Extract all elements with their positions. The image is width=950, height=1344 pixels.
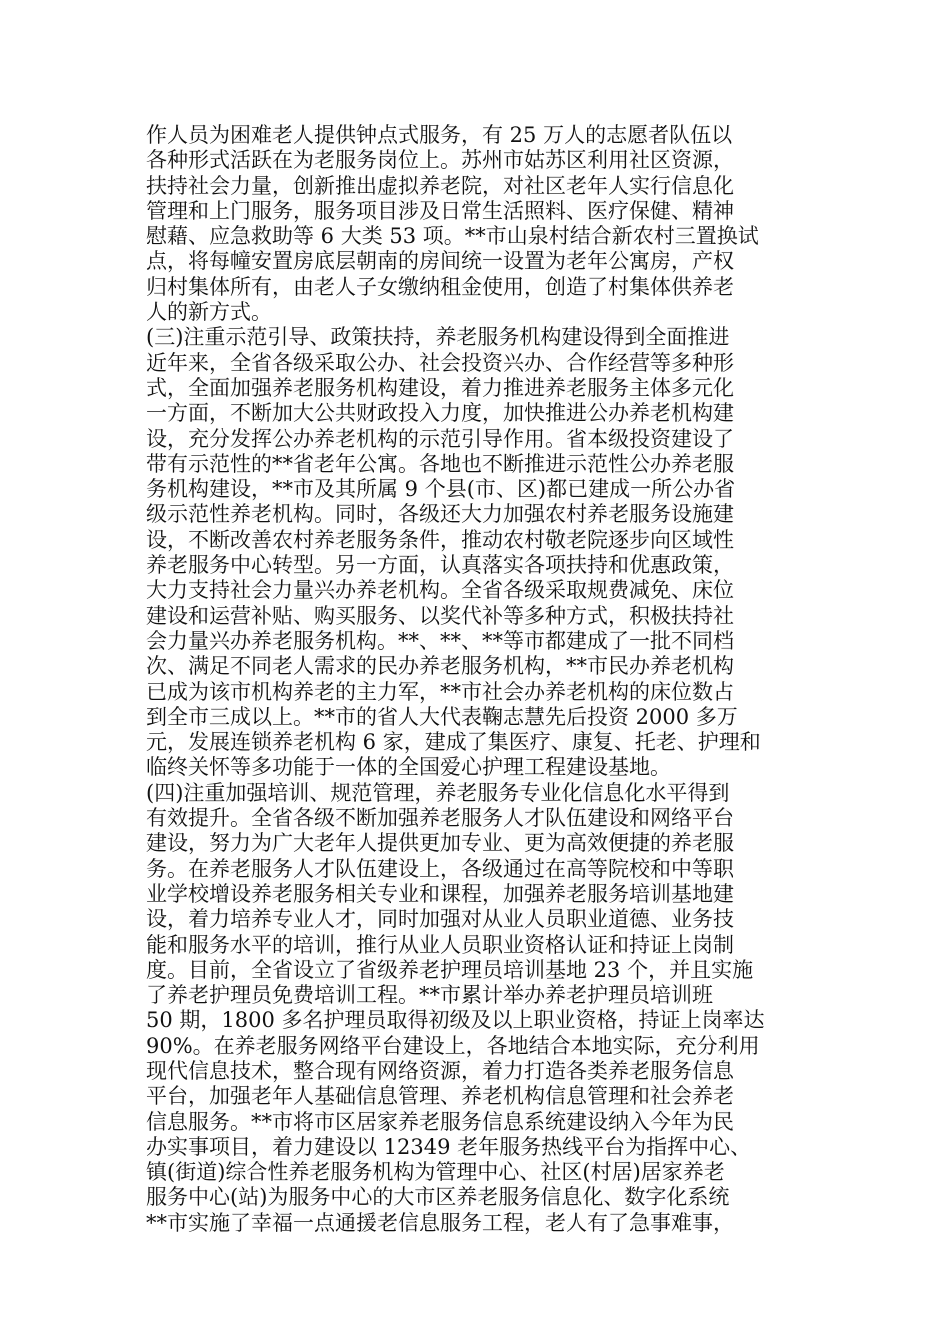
text-line: 作人员为困难老人提供钟点式服务，有 25 万人的志愿者队伍以	[146, 123, 733, 147]
text-line: 现代信息技术，整合现有网络资源，着力打造各类养老服务信息	[146, 1058, 734, 1083]
text-line: 服务中心(站)为服务中心的大市区养老服务信息化、数字化系统	[146, 1185, 730, 1210]
text-line: 务。在养老服务人才队伍建设上，各级通过在高等院校和中等职	[146, 856, 734, 881]
text-line: 已成为该市机构养老的主力军，**市社会办养老机构的床位数占	[146, 679, 734, 704]
section-heading-4: (四)注重加强培训、规范管理，养老服务专业化信息化水平得到	[146, 780, 730, 805]
text-line: 能和服务水平的培训，推行从业人员职业资格认证和持证上岗制	[146, 932, 734, 957]
text-line: 管理和上门服务，服务项目涉及日常生活照料、医疗保健、精神	[146, 198, 734, 223]
text-line: 点，将每幢安置房底层朝南的房间统一设置为老年公寓房，产权	[146, 249, 734, 274]
text-line: 50 期，1800 多名护理员取得初级及以上职业资格，持证上岗率达	[146, 1008, 765, 1033]
text-line: 带有示范性的**省老年公寓。各地也不断推进示范性公办养老服	[146, 451, 734, 476]
text-line: 度。目前，全省设立了省级养老护理员培训基地 23 个，并且实施	[146, 957, 754, 982]
text-line: 平台，加强老年人基础信息管理、养老机构信息管理和社会养老	[146, 1084, 734, 1109]
text-line: 了养老护理员免费培训工程。**市累计举办养老护理员培训班	[146, 983, 713, 1008]
text-line: 各种形式活跃在为老服务岗位上。苏州市姑苏区利用社区资源，	[146, 148, 734, 173]
document-body-text	[146, 123, 816, 1236]
text-line: 办实事项目，着力建设以 12349 老年服务热线平台为指挥中心、	[146, 1134, 752, 1159]
text-line: 设，充分发挥公办养老机构的示范引导作用。省本级投资建设了	[146, 426, 734, 451]
text-line: 有效提升。全省各级不断加强养老服务人才队伍建设和网络平台	[146, 806, 734, 831]
text-line: 式，全面加强养老服务机构建设，着力推进养老服务主体多元化	[146, 375, 734, 400]
text-line: 到全市三成以上。**市的省人大代表鞠志慧先后投资 2000 多万	[146, 704, 738, 729]
text-line: **市实施了幸福一点通援老信息服务工程，老人有了急事难事，	[146, 1210, 734, 1235]
text-line: 设，不断改善农村养老服务条件，推动农村敬老院逐步向区域性	[146, 527, 734, 552]
text-line: 近年来，全省各级采取公办、社会投资兴办、合作经营等多种形	[146, 350, 734, 375]
text-line: 镇(街道)综合性养老服务机构为管理中心、社区(村居)居家养老	[146, 1160, 725, 1185]
text-line: 90%。在养老服务网络平台建设上，各地结合本地实际，充分利用	[146, 1033, 760, 1058]
text-line: 养老服务中心转型。另一方面，认真落实各项扶持和优惠政策，	[146, 553, 734, 578]
text-line: 设，着力培养专业人才，同时加强对从业人员职业道德、业务技	[146, 907, 734, 932]
text-line: 业学校增设养老服务相关专业和课程，加强养老服务培训基地建	[146, 881, 734, 906]
text-line: 务机构建设，**市及其所属 9 个县(市、区)都已建成一所公办省	[146, 477, 736, 502]
text-line: 信息服务。**市将市区居家养老服务信息系统建设纳入今年为民	[146, 1109, 734, 1134]
text-line: 归村集体所有，由老人子女缴纳租金使用，创造了村集体供养老	[146, 274, 734, 299]
text-line: 临终关怀等多功能于一体的全国爱心护理工程建设基地。	[146, 755, 671, 780]
text-line: 扶持社会力量，创新推出虚拟养老院，对社区老年人实行信息化	[146, 173, 734, 198]
text-line: 建设和运营补贴、购买服务、以奖代补等多种方式，积极扶持社	[146, 603, 734, 628]
text-line: 级示范性养老机构。同时，各级还大力加强农村养老服务设施建	[146, 502, 734, 527]
text-line: 大力支持社会力量兴办养老机构。全省各级采取规费减免、床位	[146, 578, 734, 603]
section-heading-3: (三)注重示范引导、政策扶持，养老服务机构建设得到全面推进	[146, 325, 730, 350]
text-line: 建设，努力为广大老年人提供更加专业、更为高效便捷的养老服	[146, 831, 734, 856]
text-line: 人的新方式。	[146, 300, 272, 325]
text-line: 次、满足不同老人需求的民办养老服务机构，**市民办养老机构	[146, 654, 734, 679]
text-line: 慰藉、应急救助等 6 大类 53 项。**市山泉村结合新农村三置换试	[146, 224, 759, 249]
text-line: 会力量兴办养老服务机构。**、**、**等市都建成了一批不同档	[146, 628, 734, 653]
text-line: 一方面，不断加大公共财政投入力度，加快推进公办养老机构建	[146, 401, 734, 426]
text-line: 元，发展连锁养老机构 6 家，建成了集医疗、康复、托老、护理和	[146, 730, 761, 755]
